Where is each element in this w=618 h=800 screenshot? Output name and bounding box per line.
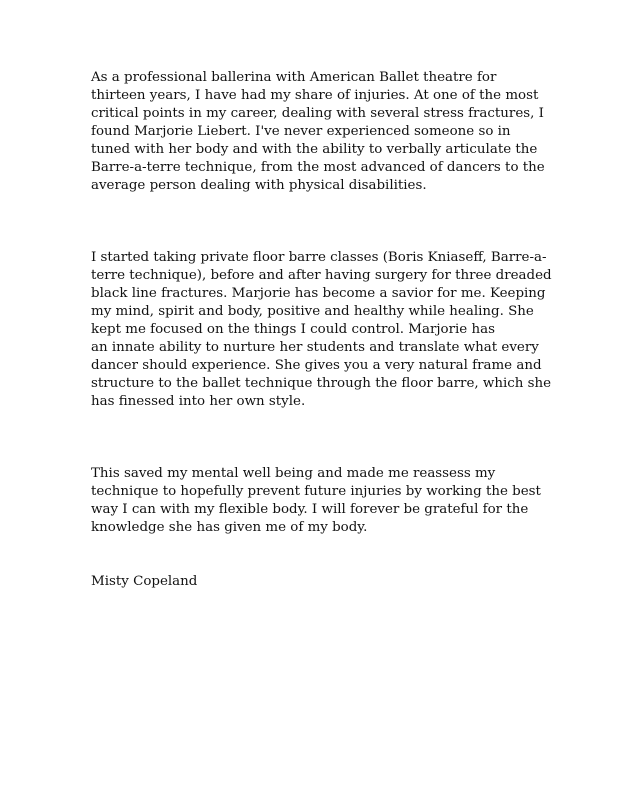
paragraph-2 [91, 249, 552, 411]
paragraph-1 [91, 69, 545, 195]
paragraph-line: technique to hopefully prevent future injuries by working the best [91, 484, 541, 499]
paragraph-line: has finessed into her own style. [91, 394, 306, 409]
signature-name: Misty Copeland [91, 574, 198, 589]
paragraph-line: I started taking private floor barre classes (Boris Kniaseff, Barre-a- [91, 250, 547, 265]
paragraph-line: found Marjorie Liebert. I've never experienced someone so in [91, 124, 511, 139]
letter-body [91, 69, 552, 591]
paragraph-line: my mind, spirit and body, positive and healthy while healing. She [91, 304, 534, 319]
paragraph-line: terre technique), before and after having surgery for three dreaded [91, 268, 552, 283]
paragraph-line: way I can with my flexible body. I will forever be grateful for the [91, 502, 529, 517]
paragraph-line: Barre-a-terre technique, from the most advanced of dancers to the [91, 160, 545, 175]
signature [91, 573, 531, 591]
paragraph-line: average person dealing with physical disabilities. [91, 178, 427, 193]
paragraph-line: knowledge she has given me of my body. [91, 520, 368, 535]
paragraph-line: kept me focused on the things I could control. Marjorie has [91, 322, 495, 337]
paragraph-line: thirteen years, I have had my share of injuries. At one of the most [91, 88, 539, 103]
paragraph-line: structure to the ballet technique through the floor barre, which she [91, 376, 552, 391]
paragraph-line: This saved my mental well being and made me reassess my [91, 466, 496, 481]
paragraph-line: As a professional ballerina with American Ballet theatre for [91, 70, 497, 85]
paragraph-line: dancer should experience. She gives you a very natural frame and [91, 358, 542, 373]
paragraph-line: tuned with her body and with the ability to verbally articulate the [91, 142, 538, 157]
paragraph-line: critical points in my career, dealing with several stress fractures, I [91, 106, 544, 121]
paragraph-3 [91, 465, 541, 537]
paragraph-line: black line fractures. Marjorie has become a savior for me. Keeping [91, 286, 546, 301]
paragraph-line: an innate ability to nurture her students and translate what every [91, 340, 539, 355]
